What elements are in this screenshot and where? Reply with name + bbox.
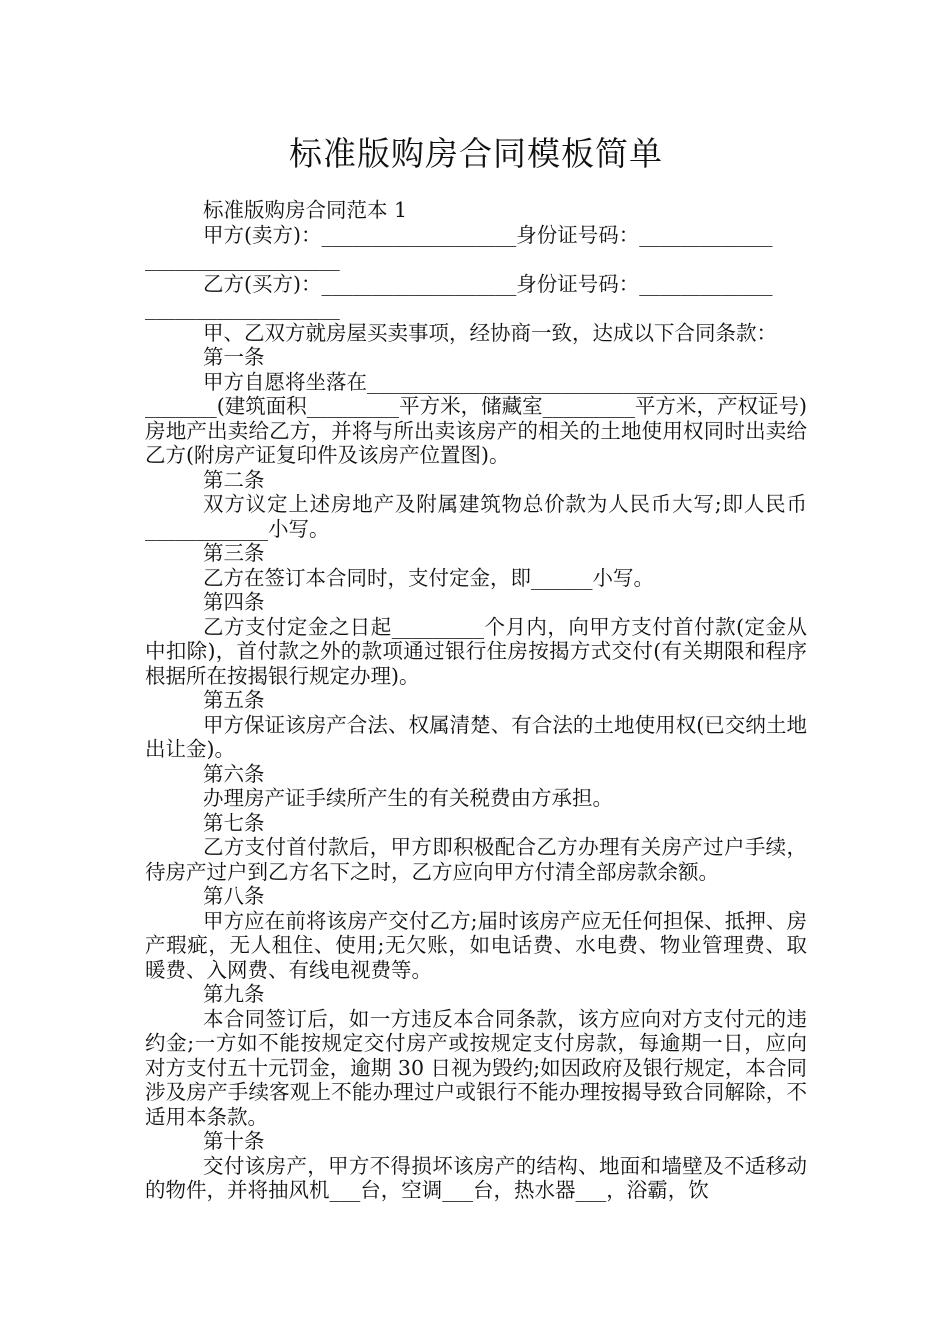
article-10-body: 交付该房产，甲方不得损坏该房产的结构、地面和墙壁及不适移动的物件，并将抽风机___台，空调___台，热水器___，浴霸，饮 [145,1153,807,1202]
article-2-body: 双方议定上述房地产及附属建筑物总价款为人民币大写;即人民币____________小写。 [145,492,807,541]
article-6-heading: 第六条 [203,761,265,786]
article-7-heading: 第七条 [203,810,265,835]
article-3-heading: 第三条 [203,541,265,565]
article-1-first-line: 甲方自愿将坐落在________________________________________ [203,369,777,394]
article-9-body: 本合同签订后，如一方违反本合同条款，该方应向对方支付元的违约金;一方如不能按规定交付房产或按规定支付房款，每逾期一日，应向对方支付五十元罚金，逾期 30 日视为毁约;如因政府及银行规定，本合同涉及房产手续客观上不能办理过户或银行不能办理按揭导致合同解除，不适用本条款。 [145,1006,807,1129]
seller-line-continued: ___________________ [145,247,340,271]
article-3-body: 乙方在签订本合同时，支付定金，即______小写。 [203,565,654,590]
article-8-body: 甲方应在前将该房产交付乙方;届时该房产应无任何担保、抵押、房产瑕疵，无人租住、使用;无欠账，如电话费、水电费、物业管理费、取暖费、入网费、有线电视费等。 [145,908,807,982]
seller-line: 甲方(卖方)：___________________身份证号码：_____________ [203,222,773,247]
article-1-body: _______(建筑面积_________平方米，储藏室_________平方米，产权证号)房地产出卖给乙方，并将与所出卖该房产的相关的土地使用权同时出卖给乙方(附房产证复印件及该房产位置图)。 [145,394,807,467]
article-10-heading: 第十条 [203,1129,265,1153]
buyer-line: 乙方(买方)：___________________身份证号码：_____________ [203,271,773,296]
article-6-body: 办理房产证手续所产生的有关税费由方承担。 [203,786,613,810]
article-7-body: 乙方支付首付款后，甲方即积极配合乙方办理有关房产过户手续，待房产过户到乙方名下之时，乙方应向甲方付清全部房款余额。 [145,835,807,884]
article-4-heading: 第四条 [203,590,265,614]
article-4-body: 乙方支付定金之日起_________个月内，向甲方支付首付款(定金从中扣除)，首付款之外的款项通过银行住房按揭方式交付(有关期限和程序根据所在按揭银行规定办理)。 [145,614,807,688]
article-9-heading: 第九条 [203,982,265,1006]
article-5-heading: 第五条 [203,688,265,712]
document-body [145,198,807,1203]
buyer-line-continued: ___________________ [145,296,340,320]
article-1-heading: 第一条 [203,345,265,369]
article-5-body: 甲方保证该房产合法、权属清楚、有合法的土地使用权(已交纳土地出让金)。 [145,712,807,761]
document-title: 标准版购房合同模板简单 [289,134,663,173]
intro-line: 甲、乙双方就房屋买卖事项，经协商一致，达成以下合同条款： [203,320,777,345]
article-8-heading: 第八条 [203,884,265,908]
contract-subtitle: 标准版购房合同范本 1 [203,198,408,222]
article-2-heading: 第二条 [203,467,265,492]
